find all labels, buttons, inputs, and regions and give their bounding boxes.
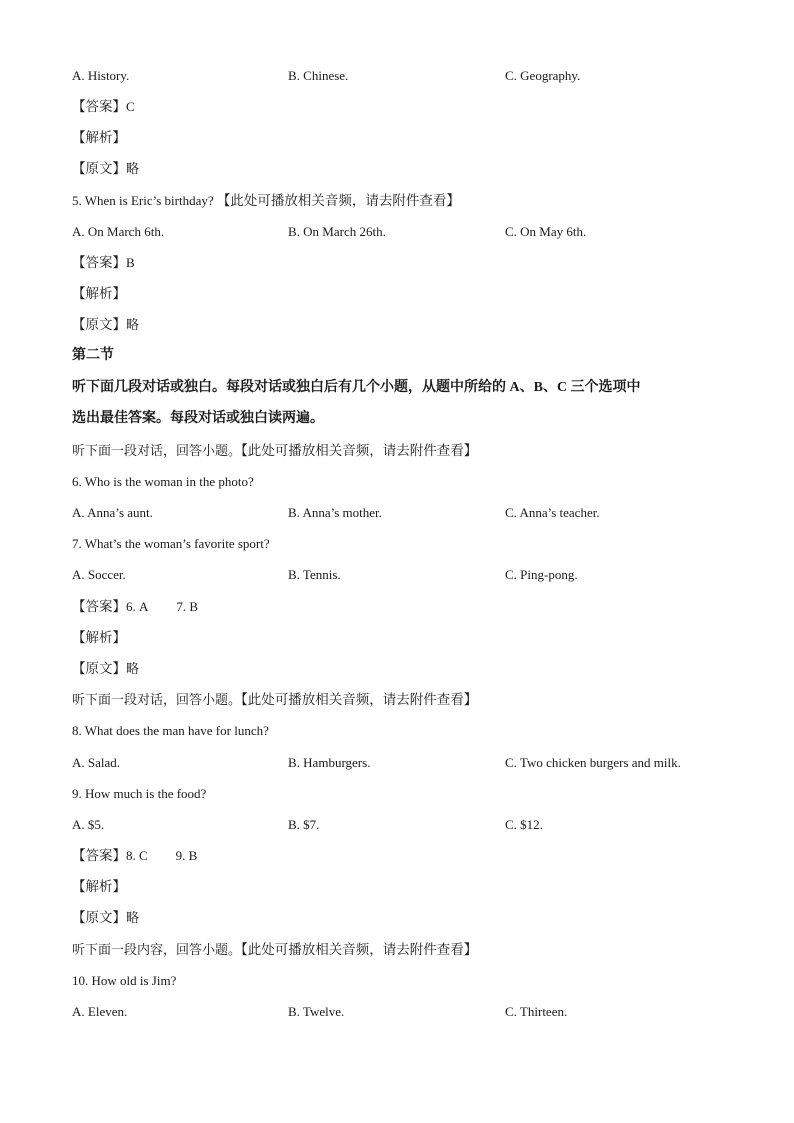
audio-link[interactable]: 【此处可播放相关音频，请去附件查看】 bbox=[241, 692, 478, 707]
q67-answer bbox=[72, 597, 198, 617]
q10-stem: 10. How old is Jim? bbox=[72, 973, 177, 988]
section-instruction-line-2: 选出最佳答案。每段对话或独白读两遍。 bbox=[72, 411, 324, 426]
q9-option-b: B. $7. bbox=[288, 817, 320, 832]
original-tag: 【原文】 bbox=[72, 161, 126, 176]
q8-option-c: C. Two chicken burgers and milk. bbox=[505, 755, 681, 770]
answer-value-2: 9. B bbox=[175, 848, 198, 863]
q9-option-c: C. $12. bbox=[505, 817, 543, 832]
q7-option-a: A. Soccer. bbox=[72, 567, 126, 582]
section-title: 第二节 bbox=[72, 348, 114, 363]
original-value: 略 bbox=[126, 910, 140, 925]
q6-option-a: A. Anna’s aunt. bbox=[72, 505, 153, 520]
section-instruction-line-1: 听下面几段对话或独白。每段对话或独白后有几个小题，从题中所给的 A、B、C 三个选项中 bbox=[72, 380, 641, 395]
dialog1-prompt bbox=[72, 441, 477, 461]
prompt-text: 听下面一段对话，回答小题。 bbox=[72, 692, 242, 707]
prompt-text: 听下面一段内容，回答小题。 bbox=[72, 942, 242, 957]
original-tag: 【原文】 bbox=[72, 910, 126, 925]
q67-original bbox=[72, 659, 139, 679]
analysis-tag: 【解析】 bbox=[72, 130, 126, 145]
q67-analysis bbox=[72, 628, 126, 648]
audio-link[interactable]: 【此处可播放相关音频，请去附件查看】 bbox=[216, 193, 460, 208]
q10-option-c: C. Thirteen. bbox=[505, 1004, 568, 1019]
original-tag: 【原文】 bbox=[72, 317, 126, 332]
q10-option-a: A. Eleven. bbox=[72, 1004, 128, 1019]
answer-tag: 【答案】 bbox=[72, 255, 126, 270]
q9-option-a: A. $5. bbox=[72, 817, 105, 832]
q6-option-b: B. Anna’s mother. bbox=[288, 505, 382, 520]
answer-value-1: 6. A bbox=[126, 599, 149, 614]
q7-option-c: C. Ping-pong. bbox=[505, 567, 578, 582]
q4-option-a: A. History. bbox=[72, 68, 130, 83]
q5-option-c: C. On May 6th. bbox=[505, 224, 587, 239]
q4-original bbox=[72, 159, 139, 179]
answer-value: C bbox=[126, 99, 135, 114]
original-value: 略 bbox=[126, 161, 140, 176]
q4-option-c: C. Geography. bbox=[505, 68, 581, 83]
q10-option-b: B. Twelve. bbox=[288, 1004, 345, 1019]
q8-stem: 8. What does the man have for lunch? bbox=[72, 723, 269, 738]
q5-analysis bbox=[72, 284, 126, 304]
answer-value-2: 7. B bbox=[176, 599, 199, 614]
question-text: 5. When is Eric’s birthday? bbox=[72, 193, 214, 208]
q6-option-c: C. Anna’s teacher. bbox=[505, 505, 600, 520]
answer-tag: 【答案】 bbox=[72, 99, 126, 114]
original-value: 略 bbox=[126, 661, 140, 676]
monologue-prompt bbox=[72, 940, 477, 960]
q5-option-a: A. On March 6th. bbox=[72, 224, 165, 239]
audio-link[interactable]: 【此处可播放相关音频，请去附件查看】 bbox=[241, 942, 478, 957]
q7-stem: 7. What’s the woman’s favorite sport? bbox=[72, 536, 270, 551]
q89-analysis bbox=[72, 877, 126, 897]
q5-original bbox=[72, 315, 139, 335]
q9-stem: 9. How much is the food? bbox=[72, 786, 207, 801]
audio-link[interactable]: 【此处可播放相关音频，请去附件查看】 bbox=[241, 443, 478, 458]
prompt-text: 听下面一段对话，回答小题。 bbox=[72, 443, 242, 458]
q4-option-b: B. Chinese. bbox=[288, 68, 349, 83]
q8-option-b: B. Hamburgers. bbox=[288, 755, 371, 770]
original-value: 略 bbox=[126, 317, 140, 332]
analysis-tag: 【解析】 bbox=[72, 286, 126, 301]
q89-original bbox=[72, 908, 139, 928]
q89-answer bbox=[72, 846, 197, 866]
q6-stem: 6. Who is the woman in the photo? bbox=[72, 474, 254, 489]
q4-analysis bbox=[72, 128, 126, 148]
q7-option-b: B. Tennis. bbox=[288, 567, 341, 582]
q5-option-b: B. On March 26th. bbox=[288, 224, 386, 239]
answer-value: B bbox=[126, 255, 135, 270]
answer-tag: 【答案】 bbox=[72, 848, 126, 863]
q5-answer bbox=[72, 253, 135, 273]
q5-stem bbox=[72, 191, 460, 211]
q8-option-a: A. Salad. bbox=[72, 755, 121, 770]
answer-tag: 【答案】 bbox=[72, 599, 126, 614]
answer-value-1: 8. C bbox=[126, 848, 148, 863]
analysis-tag: 【解析】 bbox=[72, 879, 126, 894]
dialog2-prompt bbox=[72, 690, 477, 710]
original-tag: 【原文】 bbox=[72, 661, 126, 676]
q4-answer bbox=[72, 97, 135, 117]
analysis-tag: 【解析】 bbox=[72, 630, 126, 645]
